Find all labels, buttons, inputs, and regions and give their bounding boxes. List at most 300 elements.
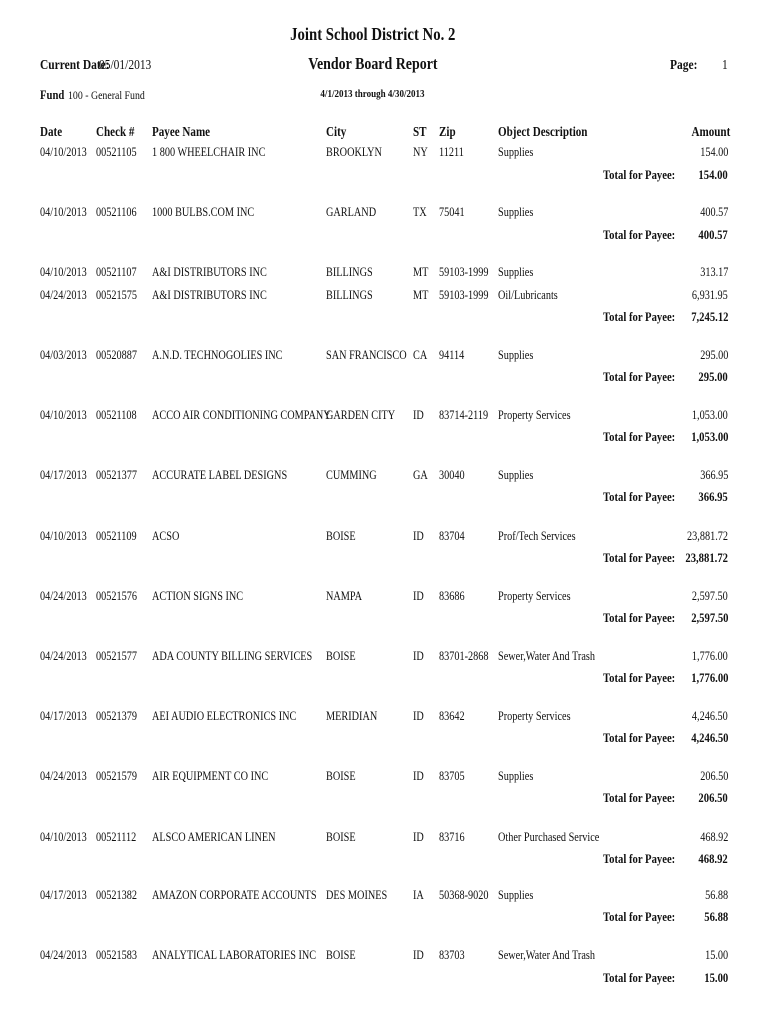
cell-date	[40, 145, 97, 160]
cell-date-text: 04/24/2013	[40, 649, 87, 663]
cell-date	[40, 205, 97, 220]
cell-date-text: 04/10/2013	[40, 265, 87, 279]
payee-total-row	[0, 909, 770, 929]
payee-total-label-text: Total for Payee:	[603, 167, 676, 182]
cell-city-text: GARDEN CITY	[326, 408, 396, 422]
cell-city-text: NAMPA	[326, 589, 363, 603]
cell-object	[498, 589, 587, 604]
payee-total-amount	[692, 790, 728, 806]
cell-amount	[700, 888, 728, 903]
cell-zip-text: 83714-2119	[439, 408, 489, 422]
table-row	[0, 888, 770, 908]
cell-payee	[152, 145, 290, 160]
cell-st	[413, 348, 430, 363]
cell-amount	[694, 468, 728, 483]
payee-total-row	[0, 429, 770, 449]
cell-zip-text: 11211	[439, 145, 464, 159]
cell-payee-text: AEI AUDIO ELECTRONICS INC	[152, 709, 297, 723]
cell-object	[498, 649, 616, 664]
cell-zip	[439, 288, 499, 303]
cell-st	[413, 408, 426, 423]
col-header-object-text: Object Description	[498, 124, 588, 139]
cell-amount-text: 1,776.00	[692, 649, 728, 663]
cell-amount-text: 206.50	[699, 769, 728, 783]
payee-total-amount	[676, 550, 728, 566]
cell-object	[498, 408, 587, 423]
cell-st-text: ID	[413, 830, 424, 844]
current-date-value-text: 05/01/2013	[99, 58, 152, 73]
cell-zip	[439, 649, 499, 664]
cell-st-text: NY	[413, 145, 428, 159]
payee-total-amount	[683, 670, 729, 686]
cell-check	[96, 529, 146, 544]
payee-total-amount-text: 366.95	[698, 489, 728, 504]
cell-object-text: Supplies	[498, 205, 534, 219]
cell-st	[413, 529, 426, 544]
table-row	[0, 830, 770, 850]
cell-zip	[439, 205, 470, 220]
cell-city-text: BILLINGS	[326, 265, 373, 279]
cell-date-text: 04/17/2013	[40, 468, 87, 482]
cell-object	[498, 265, 541, 280]
cell-amount	[678, 529, 728, 544]
cell-st	[413, 709, 426, 724]
payee-total-row	[0, 227, 770, 247]
cell-check-text: 00521109	[96, 529, 137, 543]
cell-zip	[439, 830, 470, 845]
cell-check	[96, 769, 146, 784]
payee-total-label	[603, 610, 691, 626]
cell-zip-text: 83703	[439, 948, 465, 962]
table-row	[0, 529, 770, 549]
payee-total-row	[0, 309, 770, 329]
cell-st-text: MT	[413, 288, 429, 302]
cell-check-text: 00521379	[96, 709, 137, 723]
col-header-payee	[152, 124, 223, 140]
payee-total-label-text: Total for Payee:	[603, 489, 676, 504]
cell-amount	[694, 830, 728, 845]
payee-total-amount	[692, 851, 728, 867]
cell-amount	[684, 649, 728, 664]
cell-city	[326, 888, 401, 903]
cell-payee-text: ALSCO AMERICAN LINEN	[152, 830, 276, 844]
cell-date	[40, 265, 97, 280]
cell-payee	[152, 529, 185, 544]
cell-payee	[152, 265, 292, 280]
payee-total-row	[0, 970, 770, 990]
col-header-payee-text: Payee Name	[152, 124, 211, 139]
cell-zip-text: 83642	[439, 709, 465, 723]
cell-object	[498, 709, 587, 724]
page-number-text: 1	[722, 58, 728, 73]
cell-object-text: Supplies	[498, 145, 534, 159]
col-header-check-text: Check #	[96, 124, 135, 139]
cell-st	[413, 205, 430, 220]
cell-st	[413, 265, 432, 280]
cell-amount	[694, 348, 728, 363]
cell-object-text: Prof/Tech Services	[498, 529, 576, 543]
cell-payee	[152, 888, 353, 903]
payee-total-row	[0, 730, 770, 750]
cell-payee	[152, 830, 303, 845]
cell-city	[326, 348, 424, 363]
cell-check	[96, 709, 146, 724]
cell-check	[96, 145, 146, 160]
cell-object	[498, 948, 616, 963]
cell-payee	[152, 288, 292, 303]
cell-st-text: GA	[413, 468, 428, 482]
cell-check	[96, 265, 146, 280]
cell-city-text: CUMMING	[326, 468, 377, 482]
cell-payee	[152, 468, 317, 483]
cell-city	[326, 589, 370, 604]
payee-total-amount-text: 206.50	[698, 790, 728, 805]
cell-date	[40, 408, 97, 423]
cell-check	[96, 888, 146, 903]
cell-check	[96, 589, 146, 604]
cell-amount	[694, 769, 728, 784]
payee-total-amount	[692, 227, 728, 243]
cell-object	[498, 888, 541, 903]
cell-amount-text: 295.00	[699, 348, 728, 362]
payee-total-label	[603, 970, 691, 986]
district-title-text: Joint School District No. 2	[289, 24, 456, 44]
cell-payee	[152, 709, 328, 724]
cell-object-text: Supplies	[498, 265, 534, 279]
cell-city	[326, 649, 362, 664]
payee-total-row	[0, 489, 770, 509]
cell-object	[498, 205, 541, 220]
cell-amount	[684, 589, 728, 604]
payee-total-label	[603, 909, 691, 925]
table-row	[0, 649, 770, 669]
payee-total-amount	[683, 309, 729, 325]
cell-zip-text: 59103-1999	[439, 265, 489, 279]
cell-st-text: ID	[413, 649, 424, 663]
cell-st-text: CA	[413, 348, 428, 362]
cell-st	[413, 769, 426, 784]
cell-city-text: SAN FRANCISCO	[326, 348, 407, 362]
cell-city-text: DES MOINES	[326, 888, 388, 902]
cell-amount	[694, 205, 728, 220]
cell-object-text: Property Services	[498, 589, 571, 603]
cell-check-text: 00520887	[96, 348, 137, 362]
cell-check-text: 00521576	[96, 589, 137, 603]
cell-zip	[439, 529, 470, 544]
payee-total-label-text: Total for Payee:	[603, 227, 676, 242]
payee-total-label	[603, 851, 691, 867]
cell-city-text: BOISE	[326, 948, 356, 962]
cell-amount-text: 2,597.50	[692, 589, 728, 603]
col-header-st-text: ST	[413, 124, 427, 139]
table-row	[0, 769, 770, 789]
cell-date	[40, 649, 97, 664]
cell-amount-text: 6,931.95	[692, 288, 728, 302]
payee-total-label-text: Total for Payee:	[603, 309, 676, 324]
cell-check-text: 00521382	[96, 888, 137, 902]
cell-payee	[152, 205, 277, 220]
cell-zip	[439, 145, 469, 160]
cell-payee-text: AMAZON CORPORATE ACCOUNTS	[152, 888, 317, 902]
cell-city	[326, 948, 362, 963]
page-label	[670, 58, 703, 74]
payee-total-amount-text: 295.00	[698, 369, 728, 384]
payee-total-row	[0, 550, 770, 570]
cell-payee-text: A&I DISTRIBUTORS INC	[152, 288, 267, 302]
payee-total-amount	[699, 970, 728, 986]
payee-total-amount	[683, 730, 729, 746]
cell-st-text: ID	[413, 709, 424, 723]
cell-payee-text: 1 800 WHEELCHAIR INC	[152, 145, 266, 159]
cell-st	[413, 288, 432, 303]
col-header-amount	[683, 124, 730, 140]
cell-zip	[439, 709, 470, 724]
payee-total-label	[603, 167, 691, 183]
cell-object-text: Property Services	[498, 408, 571, 422]
cell-payee	[152, 769, 294, 784]
cell-st	[413, 649, 426, 664]
fund-label-text: Fund	[40, 87, 65, 102]
cell-payee	[152, 589, 263, 604]
cell-check	[96, 948, 146, 963]
payee-total-amount-text: 400.57	[698, 227, 728, 242]
cell-zip-text: 83705	[439, 769, 465, 783]
payee-total-row	[0, 851, 770, 871]
cell-zip	[439, 468, 470, 483]
payee-total-row	[0, 369, 770, 389]
cell-object-text: Property Services	[498, 709, 571, 723]
payee-total-label-text: Total for Payee:	[603, 730, 676, 745]
payee-total-label	[603, 309, 691, 325]
table-row	[0, 348, 770, 368]
cell-amount	[694, 145, 728, 160]
cell-check-text: 00521106	[96, 205, 137, 219]
cell-zip-text: 75041	[439, 205, 465, 219]
col-header-city	[326, 124, 351, 140]
payee-total-amount-text: 1,053.00	[690, 429, 728, 444]
cell-object-text: Supplies	[498, 769, 534, 783]
cell-object	[498, 529, 593, 544]
payee-total-amount-text: 7,245.12	[690, 309, 728, 324]
fund-value-text: 100 - General Fund	[68, 88, 145, 102]
col-header-amount-text: Amount	[691, 124, 730, 139]
payee-total-label-text: Total for Payee:	[603, 970, 676, 985]
cell-date	[40, 529, 97, 544]
cell-check-text: 00521112	[96, 830, 137, 844]
cell-city	[326, 529, 362, 544]
cell-object-text: Other Purchased Service	[498, 830, 600, 844]
cell-object	[498, 288, 571, 303]
cell-amount	[684, 408, 728, 423]
cell-city-text: BOISE	[326, 649, 356, 663]
cell-date	[40, 830, 97, 845]
cell-payee-text: ACCO AIR CONDITIONING COMPANY	[152, 408, 331, 422]
cell-object	[498, 468, 541, 483]
payee-total-amount	[699, 909, 728, 925]
district-title	[0, 24, 745, 45]
cell-payee-text: A&I DISTRIBUTORS INC	[152, 265, 267, 279]
cell-city-text: BOISE	[326, 830, 356, 844]
cell-amount-text: 23,881.72	[687, 529, 728, 543]
cell-zip-text: 30040	[439, 468, 465, 482]
payee-total-label	[603, 369, 691, 385]
cell-object-text: Supplies	[498, 348, 534, 362]
cell-check	[96, 288, 146, 303]
cell-st	[413, 589, 426, 604]
cell-zip-text: 83704	[439, 529, 465, 543]
cell-city	[326, 830, 362, 845]
payee-total-label	[603, 790, 691, 806]
col-header-zip-text: Zip	[439, 124, 456, 139]
cell-date-text: 04/24/2013	[40, 948, 87, 962]
payee-total-label	[603, 429, 691, 445]
table-row	[0, 145, 770, 165]
payee-total-label	[603, 489, 691, 505]
cell-check-text: 00521108	[96, 408, 137, 422]
cell-date-text: 04/10/2013	[40, 205, 87, 219]
table-row	[0, 265, 770, 285]
cell-check-text: 00521579	[96, 769, 137, 783]
cell-st	[413, 468, 431, 483]
col-header-zip	[439, 124, 459, 140]
cell-check	[96, 468, 146, 483]
cell-city-text: MERIDIAN	[326, 709, 378, 723]
cell-check	[96, 348, 146, 363]
cell-date-text: 04/10/2013	[40, 145, 87, 159]
cell-st-text: ID	[413, 769, 424, 783]
col-header-date	[40, 124, 67, 140]
cell-date-text: 04/24/2013	[40, 288, 87, 302]
report-title-text: Vendor Board Report	[307, 54, 438, 73]
cell-date-text: 04/17/2013	[40, 709, 87, 723]
payee-total-amount-text: 23,881.72	[685, 550, 728, 565]
cell-date-text: 04/10/2013	[40, 830, 87, 844]
cell-object	[498, 145, 541, 160]
cell-amount-text: 56.88	[704, 888, 728, 902]
cell-zip	[439, 265, 499, 280]
cell-check-text: 00521105	[96, 145, 137, 159]
cell-date	[40, 709, 97, 724]
col-header-city-text: City	[326, 124, 347, 139]
cell-st-text: ID	[413, 529, 424, 543]
table-row	[0, 589, 770, 609]
cell-payee-text: AIR EQUIPMENT CO INC	[152, 769, 269, 783]
cell-date	[40, 948, 97, 963]
cell-city	[326, 408, 410, 423]
cell-amount-text: 4,246.50	[692, 709, 728, 723]
col-header-date-text: Date	[40, 124, 63, 139]
table-row	[0, 468, 770, 488]
current-date-value	[99, 58, 163, 74]
fund-value	[68, 88, 162, 103]
cell-zip-text: 83686	[439, 589, 465, 603]
cell-amount-text: 154.00	[699, 145, 728, 159]
cell-payee	[152, 948, 352, 963]
cell-st	[413, 888, 426, 903]
current-date-label-text: Current Date:	[40, 58, 110, 73]
payee-total-amount	[692, 369, 728, 385]
cell-object	[498, 830, 622, 845]
payee-total-amount	[692, 167, 728, 183]
payee-total-amount-text: 2,597.50	[690, 610, 728, 625]
cell-zip-text: 59103-1999	[439, 288, 489, 302]
cell-payee-text: 1000 BULBS.COM INC	[152, 205, 255, 219]
cell-object-text: Supplies	[498, 468, 534, 482]
table-row	[0, 288, 770, 308]
cell-amount-text: 313.17	[699, 265, 728, 279]
cell-date	[40, 288, 97, 303]
cell-st-text: MT	[413, 265, 429, 279]
cell-amount-text: 15.00	[704, 948, 728, 962]
date-range-text: 4/1/2013 through 4/30/2013	[320, 88, 425, 100]
cell-city	[326, 145, 394, 160]
cell-date	[40, 589, 97, 604]
cell-date	[40, 348, 97, 363]
table-row	[0, 205, 770, 225]
table-row	[0, 709, 770, 729]
cell-date-text: 04/10/2013	[40, 408, 87, 422]
cell-amount	[684, 709, 728, 724]
cell-date	[40, 769, 97, 784]
cell-check-text: 00521107	[96, 265, 137, 279]
cell-city	[326, 205, 387, 220]
cell-zip-text: 83701-2868	[439, 649, 489, 663]
cell-zip-text: 83716	[439, 830, 465, 844]
cell-zip	[439, 888, 499, 903]
cell-st-text: IA	[413, 888, 424, 902]
cell-city	[326, 769, 362, 784]
cell-check	[96, 649, 146, 664]
col-header-object	[498, 124, 607, 140]
cell-zip	[439, 948, 470, 963]
payee-total-label-text: Total for Payee:	[603, 909, 676, 924]
cell-st-text: ID	[413, 589, 424, 603]
cell-city-text: BOISE	[326, 769, 356, 783]
cell-zip	[439, 769, 470, 784]
cell-payee-text: A.N.D. TECHNOGOLIES INC	[152, 348, 283, 362]
payee-total-amount	[692, 489, 728, 505]
cell-amount	[694, 265, 728, 280]
cell-payee-text: ACCURATE LABEL DESIGNS	[152, 468, 288, 482]
cell-check-text: 00521577	[96, 649, 137, 663]
payee-total-amount-text: 56.88	[704, 909, 728, 924]
table-row	[0, 408, 770, 428]
page-label-text: Page:	[670, 58, 698, 73]
cell-check-text: 00521583	[96, 948, 137, 962]
cell-st-text: ID	[413, 408, 424, 422]
payee-total-label-text: Total for Payee:	[603, 369, 676, 384]
cell-city	[326, 468, 388, 483]
payee-total-amount-text: 154.00	[698, 167, 728, 182]
payee-total-label-text: Total for Payee:	[603, 610, 676, 625]
cell-zip	[439, 408, 499, 423]
cell-amount-text: 366.95	[699, 468, 728, 482]
cell-amount-text: 400.57	[699, 205, 728, 219]
cell-city-text: BOISE	[326, 529, 356, 543]
fund-label	[40, 87, 70, 103]
payee-total-label-text: Total for Payee:	[603, 790, 676, 805]
col-header-check	[96, 124, 143, 140]
cell-zip-text: 50368-9020	[439, 888, 489, 902]
cell-date-text: 04/17/2013	[40, 888, 87, 902]
cell-st	[413, 948, 426, 963]
payee-total-row	[0, 790, 770, 810]
payee-total-label-text: Total for Payee:	[603, 550, 676, 565]
payee-total-row	[0, 167, 770, 187]
cell-payee	[152, 649, 347, 664]
payee-total-label	[603, 670, 691, 686]
cell-date	[40, 888, 97, 903]
